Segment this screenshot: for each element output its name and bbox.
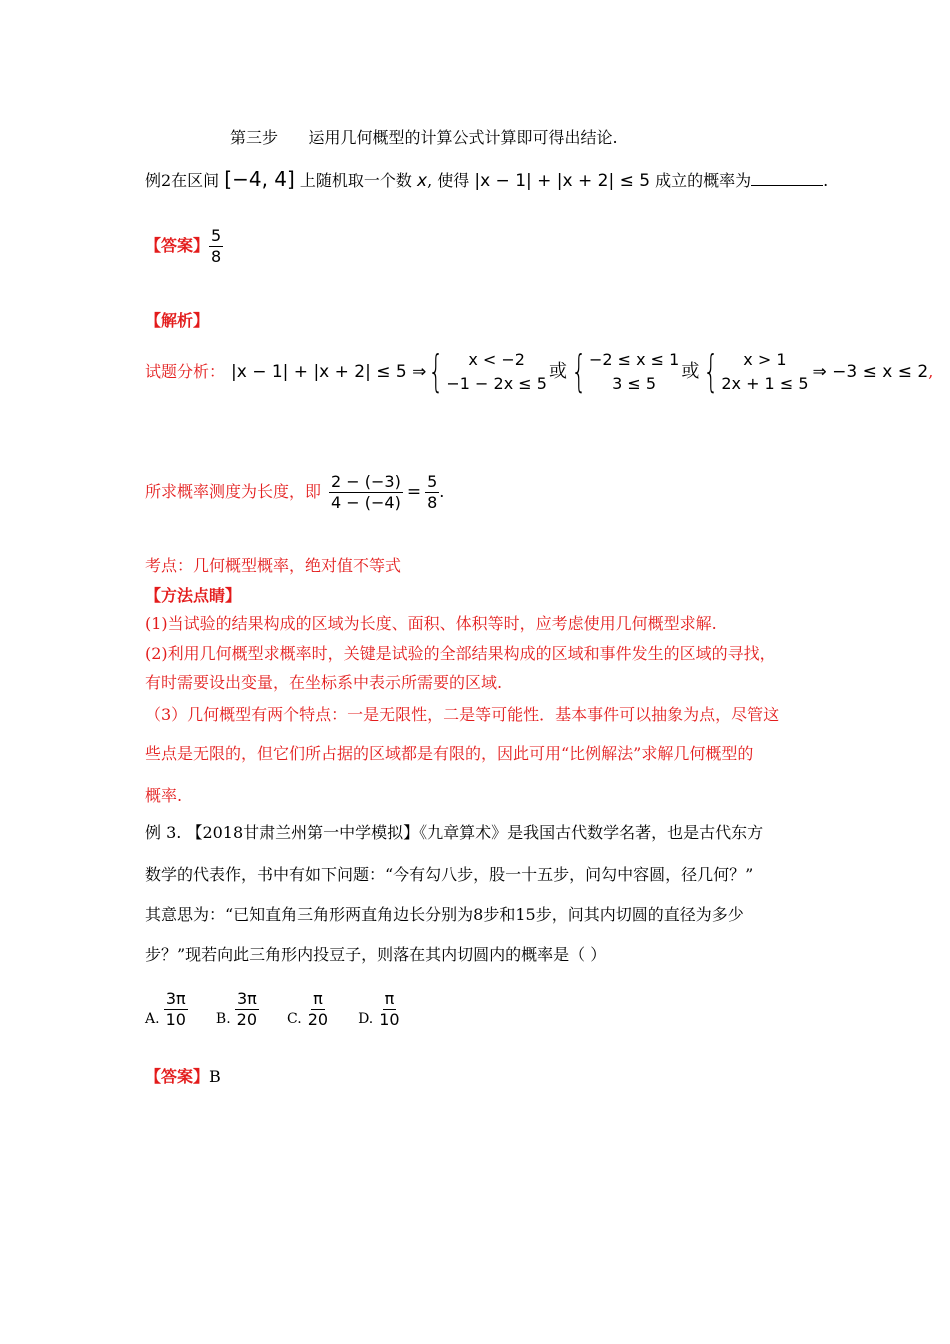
option-c-numerator: π — [313, 989, 323, 1008]
example2-end: . — [823, 171, 829, 190]
example3-line-4: 步？”现若向此三角形内投豆子，则落在其内切圆内的概率是（ ） — [145, 945, 607, 964]
example2-suffix: 成立的概率为 — [655, 171, 752, 190]
step3-line — [230, 127, 618, 149]
method-point-3-cont: 些点是无限的，但它们所占据的区域都是有限的，因此可用“比例解法”求解几何概型的 — [145, 744, 754, 763]
measure-text: 所求概率测度为长度，即 — [145, 482, 322, 501]
example2-mid2: , 使得 — [427, 171, 470, 190]
measure-end: . — [439, 482, 445, 501]
system-1-row-2: −1 − 2x ≤ 5 — [446, 374, 547, 393]
answer2-numerator: 5 — [211, 225, 222, 245]
analysis-label: 【解析】 — [145, 311, 210, 330]
answer3-label: 【答案】 — [145, 1067, 210, 1086]
brace-1: { — [428, 346, 445, 397]
system-2 — [589, 348, 679, 396]
system-2-row-1: −2 ≤ x ≤ 1 — [588, 350, 680, 369]
example2-line — [145, 168, 828, 192]
example2-interval: [−4, 4] — [224, 167, 295, 191]
option-c-fraction — [306, 989, 330, 1030]
option-d-numerator: π — [384, 989, 395, 1008]
example2-prefix: 例2在区间 — [145, 171, 220, 190]
option-d-denominator: 10 — [379, 1010, 400, 1029]
option-b-denominator: 20 — [236, 1010, 258, 1029]
example3-line-2: 数学的代表作，书中有如下问题：“今有勾八步，股一十五步，问勾中容圆，径几何？” — [145, 865, 754, 884]
example3-line-1: 例 3. 【2018甘肃兰州第一中学模拟】《九章算术》是我国古代数学名著，也是古代东方 — [145, 823, 764, 842]
example3-line-3: 其意思为：“已知直角三角形两直角边长分别为8步和15步，问其内切圆的直径为多少 — [145, 905, 744, 924]
measure-equals: = — [406, 482, 422, 502]
step3-label: 第三步 — [230, 128, 279, 147]
option-c-denominator: 20 — [307, 1010, 329, 1029]
step3-text: 运用几何概型的计算公式计算即可得出结论. — [308, 128, 618, 147]
example2-inequality: |x − 1| + |x + 2| ≤ 5 — [474, 171, 651, 191]
system-1-row-1: x < −2 — [468, 350, 525, 369]
system-3-row-1: x > 1 — [743, 350, 787, 369]
answer3-line — [145, 1066, 221, 1088]
options-row — [145, 980, 430, 1030]
option-d-fraction — [377, 989, 401, 1030]
or-2: 或 — [681, 361, 700, 382]
system-2-row-2: 3 ≤ 5 — [612, 374, 657, 393]
option-a[interactable] — [145, 989, 188, 1030]
brace-3: { — [703, 346, 720, 397]
answer2-denominator: 8 — [211, 246, 222, 266]
option-b-numerator: 3π — [236, 989, 257, 1008]
option-d[interactable] — [358, 989, 402, 1030]
method-point-3-end: 概率. — [145, 786, 183, 805]
or-1: 或 — [548, 361, 567, 382]
method-point-1: (1)当试验的结果构成的区域为长度、面积、体积等时，应考虑使用几何概型求解. — [145, 614, 717, 633]
option-a-denominator: 10 — [165, 1010, 186, 1029]
system-3 — [721, 348, 808, 396]
option-b[interactable] — [216, 989, 259, 1030]
method-label: 【方法点睛】 — [145, 586, 242, 605]
measure-denominator: 4 − (−4) — [331, 492, 401, 512]
measure-numerator: 2 − (−3) — [331, 471, 401, 491]
option-a-label: A. — [145, 1011, 160, 1027]
example2-var: x — [417, 171, 428, 191]
analysis-prefix: 试题分析： — [145, 362, 226, 381]
system-1 — [446, 348, 547, 396]
method-point-2: (2)利用几何概型求概率时，关键是试验的全部结果构成的区域和事件发生的区域的寻找， — [145, 644, 776, 663]
measure-result-denominator: 8 — [427, 492, 438, 512]
measure-result-fraction — [425, 472, 439, 513]
example2-mid: 上随机取一个数 — [299, 171, 412, 190]
analysis-line — [145, 344, 933, 400]
option-b-label: B. — [215, 1011, 231, 1027]
method-point-3: （3）几何概型有两个特点：一是无限性，二是等可能性．基本事件可以抽象为点，尽管这 — [145, 705, 780, 724]
analysis-comma: , — [928, 362, 934, 381]
option-c-label: C. — [287, 1011, 302, 1027]
option-a-fraction — [164, 989, 188, 1030]
answer2-label: 【答案】 — [145, 236, 210, 255]
answer2-fraction — [209, 226, 223, 267]
method-point-2-cont: 有时需要设出变量，在坐标系中表示所需要的区域. — [145, 673, 503, 692]
option-d-label: D. — [358, 1011, 374, 1027]
answer-blank — [751, 169, 823, 186]
system-3-row-2: 2x + 1 ≤ 5 — [721, 374, 809, 393]
analysis-lhs: |x − 1| + |x + 2| ≤ 5 ⇒ — [231, 362, 427, 382]
kaodian-line: 考点：几何概型概率，绝对值不等式 — [145, 556, 402, 575]
analysis-result: ⇒ −3 ≤ x ≤ 2 — [812, 362, 929, 382]
measure-line — [145, 466, 444, 518]
measure-result-numerator: 5 — [427, 471, 438, 491]
option-b-fraction — [235, 989, 259, 1030]
option-a-numerator: 3π — [165, 989, 186, 1008]
brace-2: { — [571, 346, 587, 397]
option-c[interactable] — [287, 989, 330, 1030]
answer3-value: B — [209, 1067, 221, 1086]
measure-fraction — [329, 472, 403, 513]
answer2-line — [145, 222, 223, 270]
